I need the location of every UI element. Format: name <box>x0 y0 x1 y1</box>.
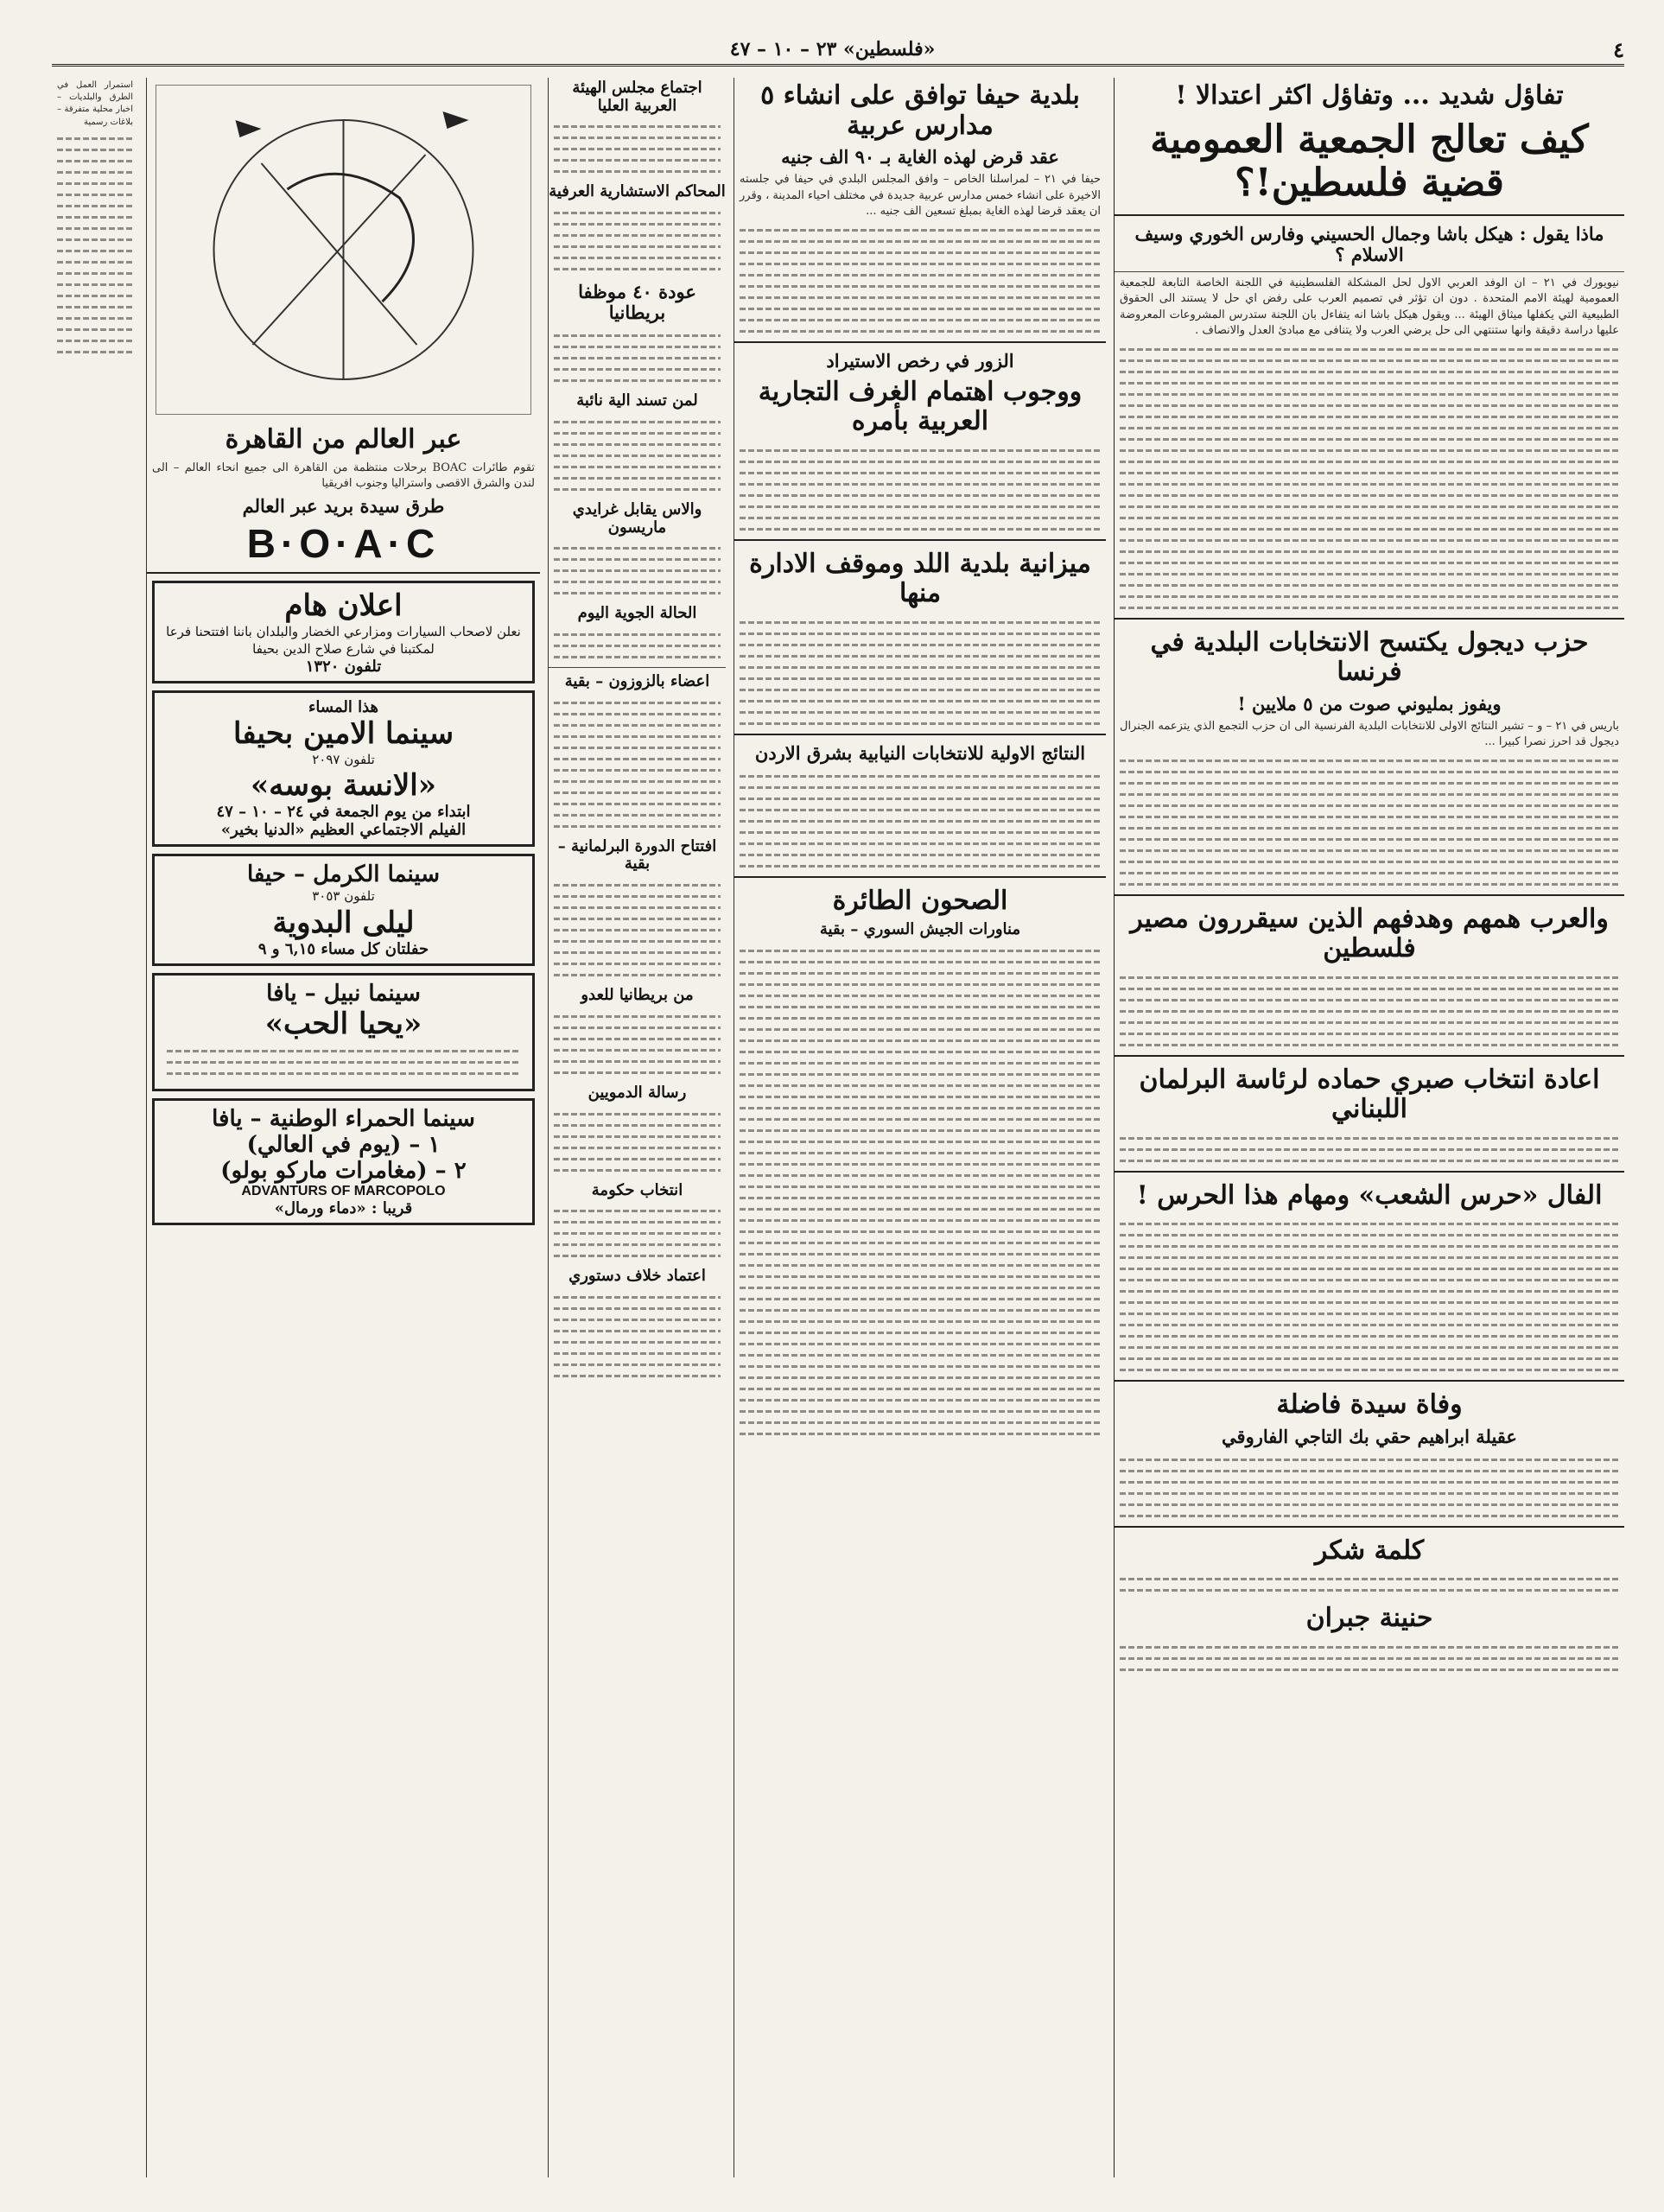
cinema-nabil-name: سينما نبيل – يافا <box>266 980 421 1007</box>
headline-what-they-say: ماذا يقول : هيكل باشا وجمال الحسيني وفارس الخوري وسيف الاسلام ؟ <box>1134 222 1604 265</box>
headline-lydda-budget: ميزانية بلدية اللد وموقف الادارة منها <box>749 548 1091 609</box>
boac-headline: عبر العالم من القاهرة <box>225 424 462 454</box>
headline-weather: الحالة الجوية اليوم <box>577 604 697 623</box>
cinema-amin-tag: هذا المساء <box>308 698 379 717</box>
headline-bloodthirsty: رسالة الدمويين <box>587 1083 687 1102</box>
headline-government-election: انتخاب حكومة <box>591 1180 683 1199</box>
cinema-hamra-next: قريبا : «دماء ورمال» <box>274 1198 413 1217</box>
headline-wallace: والاس يقابل غرايدي ماريسون <box>572 500 702 537</box>
ad-cinema-amin <box>152 690 535 847</box>
cinema-amin-next: الفيلم الاجتماعي العظيم «الدنيا بخير» <box>220 821 467 840</box>
headline-flying-saucers: الصحون الطائرة <box>832 885 1008 916</box>
headline-people-guard: الفال «حرس الشعب» ومهام هذا الحرس ! <box>1136 1179 1603 1211</box>
margin-text: استمرار العمل في الطرق والبلديات – اخبار محلية متفرقة – بلاغات رسمية <box>57 80 133 127</box>
subheadline-de-gaulle: ويفوز بمليوني صوت من ٥ ملايين ! <box>1237 692 1502 715</box>
column-local-news <box>734 78 1106 2177</box>
cinema-amin-film: «الانسة بوسه» <box>251 768 436 804</box>
headline-jordan-elections: النتائج الاولية للانتخابات النيابية بشرق الاردن <box>754 741 1086 764</box>
globe-route-icon <box>156 86 530 414</box>
cinema-carmel-name: سينما الكرمل – حيفا <box>246 861 441 888</box>
column-front-news <box>1114 78 1624 2177</box>
boac-body: تقوم طائرات BOAC برحلات منتظمة من القاهرة الى جميع انحاء العالم – الى لندن والشرق الاقصى واستراليا وجنوب افريقيا <box>152 461 535 490</box>
headline-de-gaulle: حزب ديجول يكتسح الانتخابات البلدية في فرنسا <box>1150 626 1589 688</box>
boac-route-map <box>156 85 531 415</box>
headline-members: اعضاء بالزوزون – بقية <box>564 672 710 691</box>
page-number: ٤ <box>1613 36 1624 62</box>
cinema-carmel-film: ليلى البدوية <box>272 905 415 940</box>
cinema-hamra-latin: ADVANTURS OF MARCOPOLO <box>241 1183 446 1198</box>
headline-optimism: تفاؤل شديد ... وتفاؤل اكثر اعتدالا ! <box>1175 80 1564 111</box>
notice-phone: تلفون ١٣٢٠ <box>305 658 382 677</box>
ad-cinema-carmel <box>152 854 535 965</box>
thanks-title: كلمة شكر <box>1314 1535 1425 1566</box>
boac-tagline: طرق سيدة بريد عبر العالم <box>242 495 445 518</box>
cinema-nabil-film: «يحيا الحب» <box>264 1006 422 1041</box>
obituary-title: وفاة سيدة فاضلة <box>1276 1389 1463 1421</box>
column-advertisements <box>146 78 540 2177</box>
notice-title: اعلان هام <box>284 588 403 623</box>
cinema-hamra-name: سينما الحمراء الوطنية – يافا <box>212 1105 475 1132</box>
headline-british-officials: عودة ٤٠ موظفا بريطانيا <box>578 281 696 324</box>
headline-military-courts: المحاكم الاستشارية العرفية <box>549 182 726 201</box>
column-margin <box>52 78 138 2177</box>
masthead <box>52 35 1624 67</box>
cinema-hamra-film1: ١ – (يوم في العالي) <box>246 1131 441 1158</box>
headline-deputy: لمن تسند الية نائبة <box>576 391 698 410</box>
headline-constitutional: اعتماد خلاف دستوري <box>568 1267 706 1286</box>
headline-general-assembly: كيف تعالج الجمعية العمومية قضية فلسطين!؟ <box>1150 117 1589 206</box>
article-de-gaulle: باريس في ٢١ – و – تشير النتائج الاولى للانتخابات البلدية الفرنسية الى ان حزب التجمع الذي يتزعمه الجنرال ديجول قد احرز نصرا كبيرا ... <box>1120 719 1619 749</box>
headline-parliament-session: افتتاح الدورة البرلمانية – بقية <box>557 836 717 874</box>
ad-cinema-hamra <box>152 1098 535 1225</box>
column-briefs <box>548 78 726 2177</box>
article-haifa-schools: حيفا في ٢١ – لمراسلنا الخاص – وافق المجلس البلدي في حيفا في جلسته الاخيرة على انشاء خمس مدارس عربية جديدة في مختلف احياء المدينة ، وقرر ان يعقد قرضا لهذه الغاية بمبلغ تسعين الف جنيه ... <box>740 173 1102 219</box>
cinema-amin-name: سينما الامين بحيفا <box>232 716 454 752</box>
newspaper-page <box>52 35 1624 2177</box>
cinema-carmel-time: حفلتان كل مساء ٦,١٥ و ٩ <box>257 939 429 958</box>
headline-arabs-decide: والعرب همهم وهدفهم الذين سيقررون مصير فلسطين <box>1130 903 1609 964</box>
headline-higher-committee: اجتماع مجلس الهيئة العربية العليا <box>572 79 702 115</box>
ad-cinema-nabil <box>152 973 535 1091</box>
headline-chambers-commerce: ووجوب اهتمام الغرف التجارية العربية بأمره <box>758 376 1083 437</box>
thanks-name: حنينة جبران <box>1305 1603 1433 1634</box>
headline-syrian-army: مناورات الجيش السوري – بقية <box>819 920 1021 939</box>
headline-britain-enemy: من بريطانيا للعدو <box>581 986 694 1005</box>
ad-notice <box>152 581 535 684</box>
article-general-assembly: نيويورك في ٢١ – ان الوفد العربي الاول لحل المشكلة الفلسطينية في اللجنة الخاصة التابعة للجمعية العمومية لهيئة الامم المتحدة . دون ان تؤثر في تصميم العرب على رفض اي حل لا يستند الى الحقوق الطبيعية التي يكفلها ميثاق الهيئة ... ويقول هيكل باشا انه يتفاءل بان اللجنة ستدرس المشروعات المعروضة عليها دراسة دقيقة وانها ستنتهي الى حل يرضي العرب ولا يتنافى مع مبادئ العدل والانصاف . <box>1120 276 1619 338</box>
date-line: «فلسطين» ٢٣ – ١٠ – ٤٧ <box>729 38 936 60</box>
headline-import-forgery: الزور في رخص الاستيراد <box>826 349 1014 372</box>
cinema-amin-date: ابتداء من يوم الجمعة في ٢٤ – ١٠ – ٤٧ <box>216 803 471 822</box>
subheadline-haifa-loan: عقد قرض لهذه الغاية بـ ٩٠ الف جنيه <box>781 146 1059 168</box>
cinema-carmel-phone: تلفون ٣٠٥٣ <box>312 888 375 905</box>
headline-haifa-schools: بلدية حيفا توافق على انشاء ٥ مدارس عربية <box>760 80 1080 141</box>
cinema-hamra-film2: ٢ – (مغامرات ماركو بولو) <box>220 1157 467 1184</box>
notice-body: نعلن لاصحاب السيارات ومزارعي الخضار والبلدان باننا افتتحنا فرعا لمكتبنا في شارع صلاح الدين بحيفا <box>166 623 521 657</box>
article-text-lines <box>1115 348 1624 609</box>
headline-sabri-hamadeh: اعادة انتخاب صبري حماده لرئاسة البرلمان اللبناني <box>1139 1064 1600 1125</box>
obituary-name: عقيلة ابراهيم حقي بك التاجي الفاروقي <box>1222 1425 1517 1447</box>
cinema-amin-phone: تلفون ٢٠٩٧ <box>312 752 375 768</box>
boac-logo: B·O·A·C <box>246 520 441 566</box>
